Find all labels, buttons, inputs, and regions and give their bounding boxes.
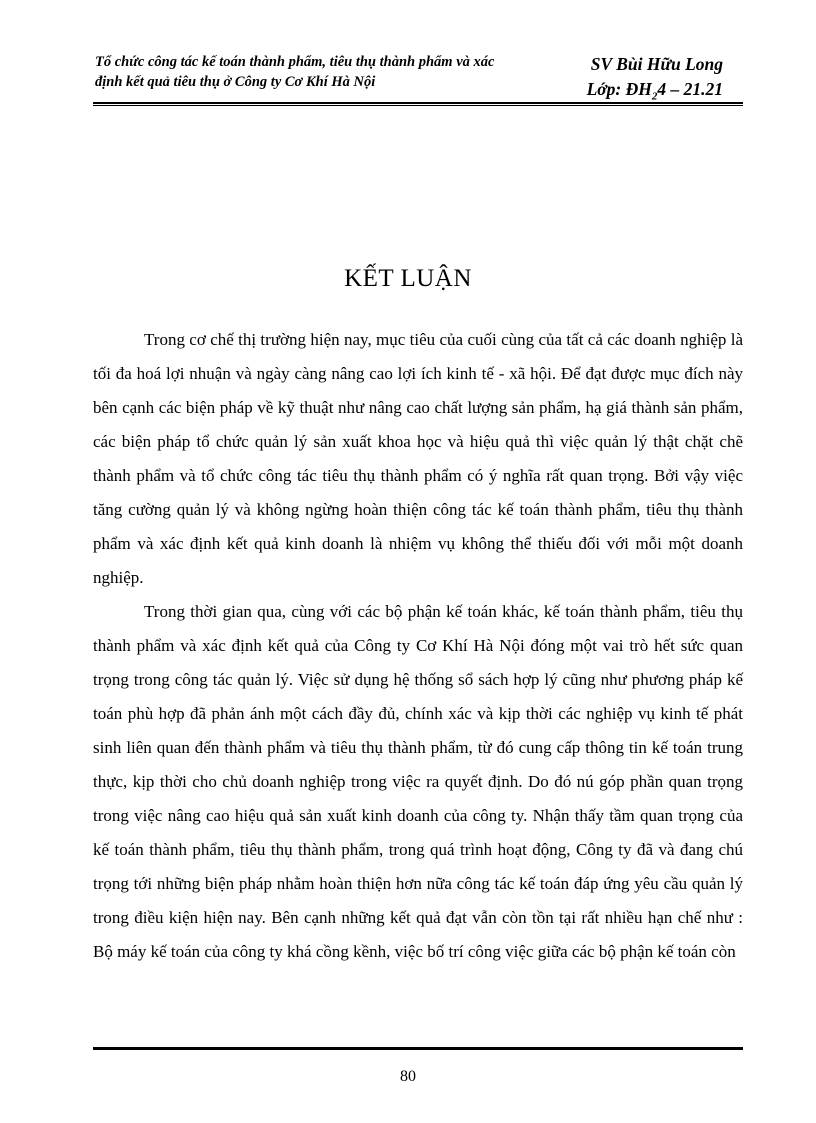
paragraph-2: Trong thời gian qua, cùng với các bộ phận kế toán khác, kế toán thành phẩm, tiêu thụ thành phẩm và xác định kết quả của Công ty Cơ Khí Hà Nội đóng một vai trò hết sức quan trọng trong công tác quản lý. Việc sử dụng hệ thống sổ sách hợp lý cũng như phương pháp kế toán phù hợp đã phản ánh một cách đầy đủ, chính xác và kịp thời các nghiệp vụ kinh tế phát sinh liên quan đến thành phẩm và tiêu thụ thành phẩm, từ đó cung cấp thông tin kế toán trung thực, kịp thời cho chủ doanh nghiệp trong việc ra quyết định. Do đó nú góp phần quan trọng trong việc nâng cao hiệu quả sản xuất kinh doanh của công ty. Nhận thấy tầm quan trọng của kế toán thành phẩm, tiêu thụ thành phẩm, trong quá trình hoạt động, Công ty đã và đang chú trọng tới những biện pháp nhằm hoàn thiện hơn nữa công tác kế toán đáp ứng yêu cầu quản lý trong điều kiện hiện nay. Bên cạnh những kết quả đạt vẫn còn tồn tại rất nhiều hạn chế như : Bộ máy kế toán của công ty khá cồng kềnh, việc bố trí công việc giữa các bộ phận kế toán còn [93,602,743,961]
document-title [95,52,565,92]
class-code-subscript: 2 [651,90,658,103]
section-title: KẾT LUẬN [344,265,472,292]
footer-divider [93,1047,743,1050]
paragraph-1: Trong cơ chế thị trường hiện nay, mục tiêu của cuối cùng của tất cả các doanh nghiệp là tối đa hoá lợi nhuận và ngày càng nâng cao lợi ích kinh tế - xã hội. Để đạt được mục đích này bên cạnh các biện pháp về kỹ thuật như nâng cao chất lượng sản phẩm, hạ giá thành sản phẩm, các biện pháp tổ chức quản lý sản xuất khoa học và hiệu quả thì việc quản lý thật chặt chẽ thành phẩm và tổ chức công tác tiêu thụ thành phẩm có ý nghĩa rất quan trọng. Bởi vậy việc tăng cường quản lý và không ngừng hoàn thiện công tác kế toán thành phẩm, tiêu thụ thành phẩm và xác định kết quả kinh doanh là nhiệm vụ không thể thiếu đối với mỗi một doanh nghiệp. [93,330,743,587]
document-title-line-1: Tổ chức công tác kế toán thành phẩm, tiêu thụ thành phẩm và xác [95,54,495,70]
student-info [587,52,723,102]
class-code [587,77,723,102]
body-text [93,323,743,969]
header-divider-thin [93,105,743,106]
page-number: 80 [400,1068,416,1085]
class-code-suffix: 4 – 21.21 [657,79,723,99]
header-divider [93,102,743,104]
class-code-prefix: Lớp: ĐH [586,79,652,99]
page-header [95,52,745,102]
student-name: SV Bùi Hữu Long [590,54,723,74]
document-title-line-2: định kết quả tiêu thụ ở Công ty Cơ Khí Hà Nội [95,74,376,90]
